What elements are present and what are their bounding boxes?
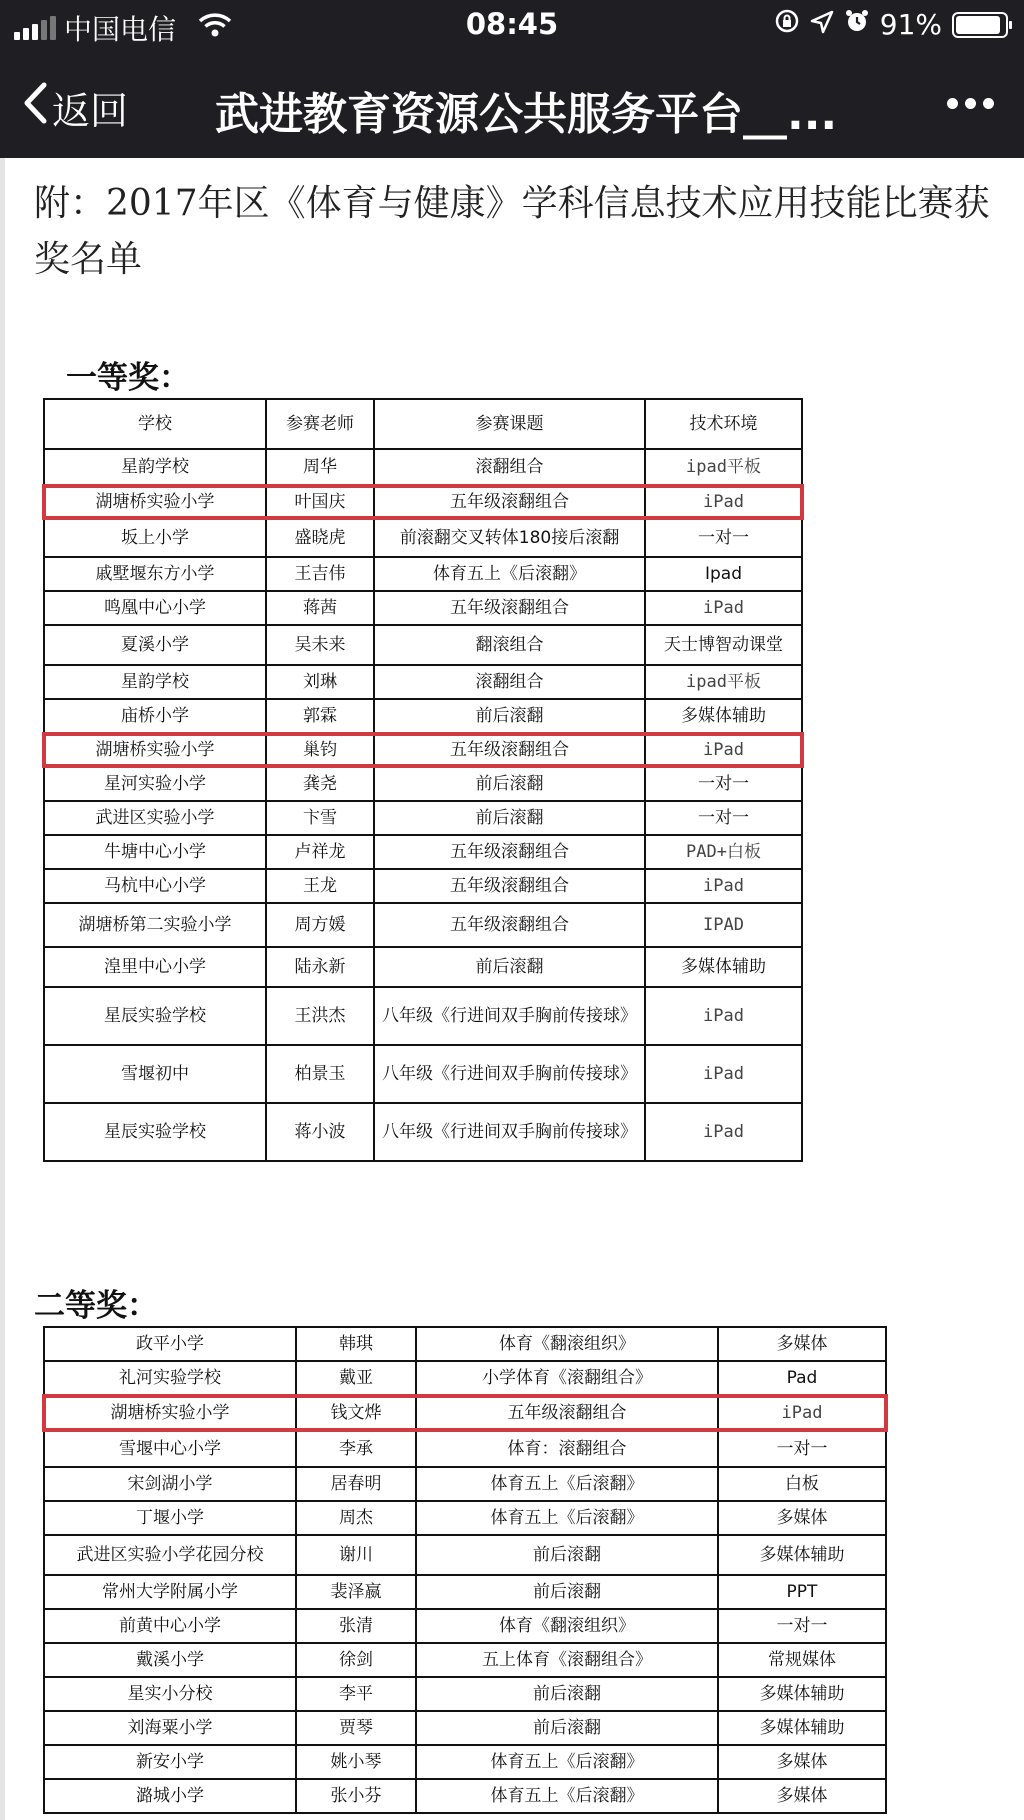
table-row — [44, 557, 802, 591]
back-button[interactable] — [22, 80, 128, 135]
table-cell: 雪堰中心小学 — [44, 1431, 296, 1467]
table-cell: 姚小琴 — [296, 1745, 416, 1779]
table-cell: 多媒体辅助 — [718, 1677, 886, 1711]
table-cell: iPad — [645, 733, 802, 767]
table-cell: 政平小学 — [44, 1327, 296, 1361]
table-cell: 贾琴 — [296, 1711, 416, 1745]
table-row — [44, 699, 802, 733]
table-cell: iPad — [718, 1395, 886, 1431]
table-cell: 五年级滚翻组合 — [374, 869, 645, 903]
table-cell: 天士博智动课堂 — [645, 625, 802, 665]
table-cell: 王洪杰 — [266, 987, 374, 1045]
table-cell: 体育《翻滚组织》 — [416, 1609, 718, 1643]
table-row — [44, 1535, 886, 1575]
table-cell: 多媒体辅助 — [645, 699, 802, 733]
table-cell: iPad — [645, 485, 802, 519]
battery-percent: 91% — [879, 8, 942, 41]
table-row — [44, 665, 802, 699]
table-cell: 湖塘桥实验小学 — [44, 1395, 296, 1431]
table-cell: 蒋茜 — [266, 591, 374, 625]
table-row — [44, 1361, 886, 1395]
table-row — [44, 485, 802, 519]
table-cell: 徐剑 — [296, 1643, 416, 1677]
table-cell: 体育五上《后滚翻》 — [416, 1779, 718, 1813]
status-time: 08:45 — [465, 7, 559, 41]
table-row — [44, 1677, 886, 1711]
table-cell: 五上体育《滚翻组合》 — [416, 1643, 718, 1677]
table-cell: 雪堰初中 — [44, 1045, 266, 1103]
table-cell: 戚墅堰东方小学 — [44, 557, 266, 591]
table-cell: iPad — [645, 869, 802, 903]
left-rule — [0, 158, 5, 1820]
table-cell: 多媒体辅助 — [718, 1535, 886, 1575]
table-cell: 叶国庆 — [266, 485, 374, 519]
table-cell: 周方媛 — [266, 903, 374, 947]
table-cell: 坂上小学 — [44, 519, 266, 557]
table-cell: 前滚翻交叉转体180接后滚翻 — [374, 519, 645, 557]
table-row — [44, 767, 802, 801]
table-row — [44, 1045, 802, 1103]
table-cell: 鸣凰中心小学 — [44, 591, 266, 625]
table-cell: 谢川 — [296, 1535, 416, 1575]
alarm-icon — [844, 8, 870, 41]
table-cell: 五年级滚翻组合 — [374, 591, 645, 625]
table-cell: 周华 — [266, 449, 374, 485]
table-cell: 马杭中心小学 — [44, 869, 266, 903]
table-row — [44, 449, 802, 485]
table-cell: 戴溪小学 — [44, 1643, 296, 1677]
table-cell: iPad — [645, 987, 802, 1045]
table-cell: 参赛老师 — [266, 399, 374, 449]
table-cell: 武进区实验小学 — [44, 801, 266, 835]
table-cell: 钱文烨 — [296, 1395, 416, 1431]
table-cell: 张清 — [296, 1609, 416, 1643]
table-cell: iPad — [645, 1045, 802, 1103]
table-row — [44, 1467, 886, 1501]
table-cell: 柏景玉 — [266, 1045, 374, 1103]
table-row — [44, 1745, 886, 1779]
table-cell: 王龙 — [266, 869, 374, 903]
table-cell: 体育五上《后滚翻》 — [416, 1745, 718, 1779]
table-cell: 郭霖 — [266, 699, 374, 733]
table-cell: 多媒体 — [718, 1745, 886, 1779]
table-cell: 一对一 — [645, 767, 802, 801]
table-cell: 李平 — [296, 1677, 416, 1711]
table-cell: 多媒体 — [718, 1779, 886, 1813]
table-row — [44, 1779, 886, 1813]
table-cell: Ipad — [645, 557, 802, 591]
table-cell: 一对一 — [645, 801, 802, 835]
first-prize-table — [43, 398, 803, 1162]
table-cell: 参赛课题 — [374, 399, 645, 449]
table-cell: iPad — [645, 591, 802, 625]
table-cell: 蒋小波 — [266, 1103, 374, 1161]
table-cell: 星韵学校 — [44, 449, 266, 485]
chevron-left-icon — [22, 81, 48, 134]
table-cell: 牛塘中心小学 — [44, 835, 266, 869]
second-prize-table — [43, 1326, 887, 1814]
table-cell: 戴亚 — [296, 1361, 416, 1395]
table-cell: 前后滚翻 — [374, 947, 645, 987]
table-cell: 陆永新 — [266, 947, 374, 987]
table-cell: 滚翻组合 — [374, 665, 645, 699]
table-row — [44, 1103, 802, 1161]
battery-fill — [956, 16, 1000, 34]
table-cell: 湟里中心小学 — [44, 947, 266, 987]
table-row — [44, 903, 802, 947]
back-label: 返回 — [52, 89, 129, 133]
table-cell: 学校 — [44, 399, 266, 449]
table-cell: 居春明 — [296, 1467, 416, 1501]
location-icon — [810, 8, 834, 41]
table-cell: ipad平板 — [645, 665, 802, 699]
table-cell: 刘海粟小学 — [44, 1711, 296, 1745]
table-row — [44, 1501, 886, 1535]
table-cell: 星韵学校 — [44, 665, 266, 699]
table-cell: 体育《翻滚组织》 — [416, 1327, 718, 1361]
status-bar — [0, 0, 1024, 54]
table-row — [44, 1575, 886, 1609]
table-cell: 吴未来 — [266, 625, 374, 665]
table-cell: 新安小学 — [44, 1745, 296, 1779]
table-cell: 体育五上《后滚翻》 — [416, 1501, 718, 1535]
table-cell: 体育五上《后滚翻》 — [416, 1467, 718, 1501]
first-prize-label: 一等奖： — [66, 360, 190, 396]
table-cell: 翻滚组合 — [374, 625, 645, 665]
table-cell: 一对一 — [718, 1609, 886, 1643]
table-cell: 一对一 — [645, 519, 802, 557]
table-cell: 前后滚翻 — [374, 801, 645, 835]
table-cell: 前后滚翻 — [374, 699, 645, 733]
table-header-row — [44, 399, 802, 449]
table-cell: 八年级《行进间双手胸前传接球》 — [374, 1045, 645, 1103]
table-cell: 湖塘桥实验小学 — [44, 485, 266, 519]
table-cell: 五年级滚翻组合 — [416, 1395, 718, 1431]
table-cell: 前后滚翻 — [416, 1535, 718, 1575]
table-row — [44, 1711, 886, 1745]
table-cell: 星辰实验学校 — [44, 1103, 266, 1161]
table-cell: 湖塘桥第二实验小学 — [44, 903, 266, 947]
table-cell: 夏溪小学 — [44, 625, 266, 665]
table-cell: 前后滚翻 — [416, 1575, 718, 1609]
table-cell: 湖塘桥实验小学 — [44, 733, 266, 767]
table-cell: 星实小分校 — [44, 1677, 296, 1711]
second-prize-label: 二等奖： — [34, 1288, 158, 1324]
table-cell: 常规媒体 — [718, 1643, 886, 1677]
table-cell: 五年级滚翻组合 — [374, 733, 645, 767]
table-cell: 前后滚翻 — [416, 1711, 718, 1745]
table-cell: ipad平板 — [645, 449, 802, 485]
table-cell: 礼河实验学校 — [44, 1361, 296, 1395]
table-cell: 小学体育《滚翻组合》 — [416, 1361, 718, 1395]
table-row — [44, 947, 802, 987]
table-cell: 裴泽嬴 — [296, 1575, 416, 1609]
table-row — [44, 591, 802, 625]
table-cell: 李承 — [296, 1431, 416, 1467]
table-cell: 多媒体 — [718, 1327, 886, 1361]
table-cell: 刘琳 — [266, 665, 374, 699]
table-cell: 张小芬 — [296, 1779, 416, 1813]
table-row — [44, 1643, 886, 1677]
table-cell: 多媒体辅助 — [645, 947, 802, 987]
table-cell: 常州大学附属小学 — [44, 1575, 296, 1609]
carrier-name: 中国电信 — [64, 13, 177, 46]
table-row — [44, 1431, 886, 1467]
table-cell: 宋剑湖小学 — [44, 1467, 296, 1501]
page-title: 武进教育资源公共服务平台__... — [215, 89, 838, 140]
table-cell: 一对一 — [718, 1431, 886, 1467]
table-cell: 卞雪 — [266, 801, 374, 835]
table-row — [44, 733, 802, 767]
table-cell: 前后滚翻 — [416, 1677, 718, 1711]
table-cell: 滚翻组合 — [374, 449, 645, 485]
table-cell: 五年级滚翻组合 — [374, 903, 645, 947]
table-cell: PAD+白板 — [645, 835, 802, 869]
table-row — [44, 1395, 886, 1431]
nav-bar — [0, 54, 1024, 158]
table-row — [44, 1327, 886, 1361]
table-cell: 前黄中心小学 — [44, 1609, 296, 1643]
table-cell: 多媒体辅助 — [718, 1711, 886, 1745]
more-icon[interactable] — [947, 98, 994, 109]
table-cell: 武进区实验小学花园分校 — [44, 1535, 296, 1575]
table-cell: 王吉伟 — [266, 557, 374, 591]
article-heading: 附：2017年区《体育与健康》学科信息技术应用技能比赛获奖名单 — [34, 183, 990, 280]
table-row — [44, 519, 802, 557]
table-cell: 白板 — [718, 1467, 886, 1501]
table-cell: iPad — [645, 1103, 802, 1161]
table-cell: 八年级《行进间双手胸前传接球》 — [374, 987, 645, 1045]
table-cell: 八年级《行进间双手胸前传接球》 — [374, 1103, 645, 1161]
table-cell: 星辰实验学校 — [44, 987, 266, 1045]
table-cell: 多媒体 — [718, 1501, 886, 1535]
table-cell: PPT — [718, 1575, 886, 1609]
table-cell: IPAD — [645, 903, 802, 947]
table-cell: 五年级滚翻组合 — [374, 835, 645, 869]
rotation-lock-icon — [774, 8, 800, 41]
table-cell: 潞城小学 — [44, 1779, 296, 1813]
table-row — [44, 1609, 886, 1643]
table-cell: 技术环境 — [645, 399, 802, 449]
table-row — [44, 835, 802, 869]
table-cell: 体育五上《后滚翻》 — [374, 557, 645, 591]
table-cell: 龚尧 — [266, 767, 374, 801]
table-cell: 盛晓虎 — [266, 519, 374, 557]
table-cell: 庙桥小学 — [44, 699, 266, 733]
table-cell: 卢祥龙 — [266, 835, 374, 869]
battery-icon — [952, 12, 1008, 38]
table-cell: 丁堰小学 — [44, 1501, 296, 1535]
table-cell: 巢钧 — [266, 733, 374, 767]
table-cell: 星河实验小学 — [44, 767, 266, 801]
table-row — [44, 987, 802, 1045]
table-cell: 五年级滚翻组合 — [374, 485, 645, 519]
table-row — [44, 625, 802, 665]
table-cell: Pad — [718, 1361, 886, 1395]
table-cell: 韩琪 — [296, 1327, 416, 1361]
table-cell: 前后滚翻 — [374, 767, 645, 801]
table-cell: 体育：滚翻组合 — [416, 1431, 718, 1467]
table-row — [44, 801, 802, 835]
table-row — [44, 869, 802, 903]
table-cell: 周杰 — [296, 1501, 416, 1535]
